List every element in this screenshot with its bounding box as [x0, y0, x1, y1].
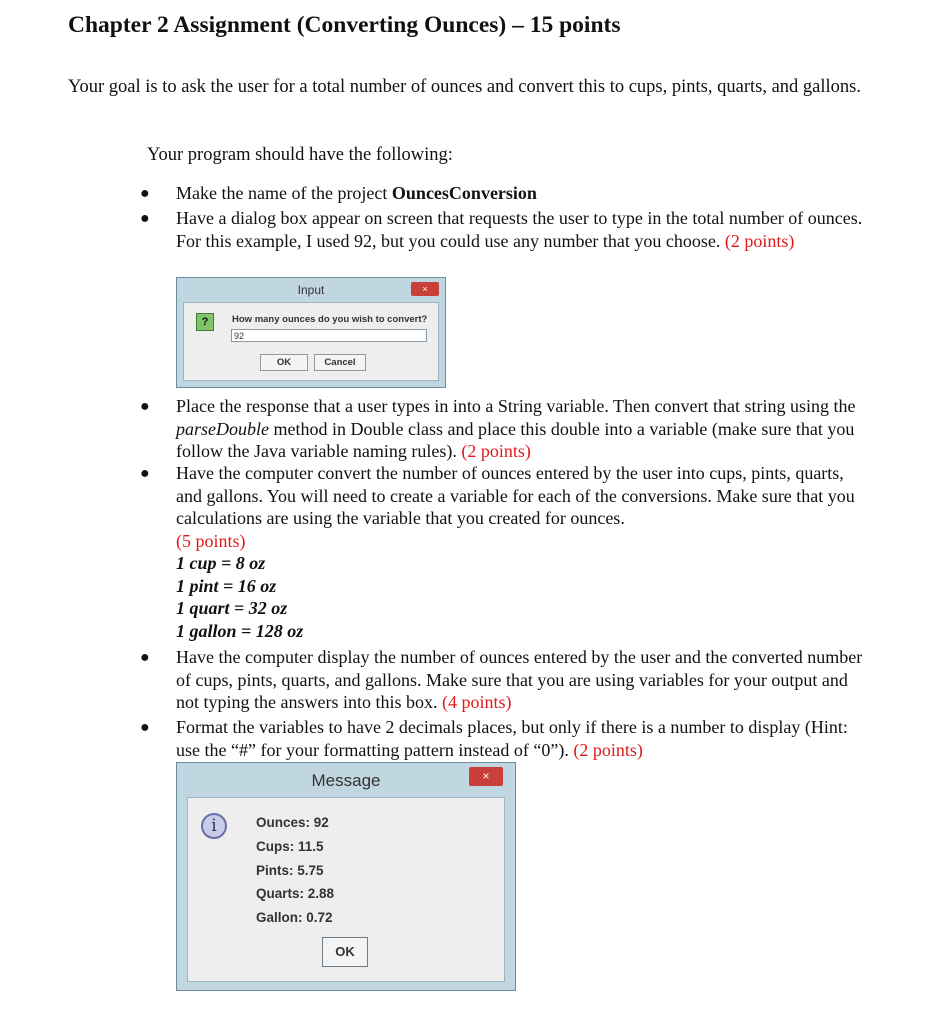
- points-label: (2 points): [461, 441, 531, 461]
- dialog-title: Message: [311, 771, 381, 790]
- dialog-body: [187, 797, 505, 982]
- close-icon[interactable]: ×: [411, 282, 439, 296]
- bullet-dot: ●: [140, 465, 150, 482]
- conversion-gallon: 1 gallon = 128 oz: [176, 620, 304, 641]
- message-dialog: [176, 762, 516, 991]
- conversion-cup: 1 cup = 8 oz: [176, 553, 266, 573]
- dialog-title: Input: [297, 283, 325, 297]
- input-dialog: [176, 277, 446, 388]
- bullet-text: Place the response that a user types in into a String variable. Then convert that string using the: [176, 396, 856, 416]
- points-label: (2 points): [724, 230, 795, 251]
- points-label: (5 points): [176, 530, 246, 551]
- dialog-prompt: How many ounces do you wish to convert?: [232, 314, 428, 325]
- bullet-dot: ●: [140, 719, 150, 736]
- intro-paragraph: Your goal is to ask the user for a total number of ounces and convert this to cups, pints, quarts, and gallons.: [68, 77, 861, 97]
- bullet-dot: ●: [140, 210, 150, 227]
- points-label: (4 points): [441, 692, 512, 712]
- bullet-item: [176, 462, 856, 642]
- dialog-titlebar: [177, 278, 445, 302]
- bullet-item: [176, 207, 866, 252]
- bullet-text: Have the computer display the number of ounces entered by the user and the converted number of cups, pints, quarts, and gallons. Make sure that you are using variables for your output and not typing the answers into this box.: [176, 647, 863, 712]
- bullet-item: [176, 646, 866, 714]
- ok-button[interactable]: OK: [322, 937, 368, 967]
- bullet-dot: ●: [140, 398, 150, 415]
- points-label: (2 points): [573, 739, 643, 760]
- requirements-heading: Your program should have the following:: [147, 145, 453, 165]
- method-name: parseDouble: [176, 418, 269, 439]
- bullet-item: [176, 716, 866, 761]
- bullet-text: Make the name of the project: [176, 183, 392, 203]
- bullet-text: Have a dialog box appear on screen that requests the user to type in the total number of ounces. For this example, I used 92, but you could use any number that you choose.: [176, 208, 863, 251]
- close-icon[interactable]: ×: [469, 767, 503, 786]
- ok-button[interactable]: OK: [260, 354, 308, 371]
- bullet-text: method in Double class and place this double into a variable (make sure that you follow the Java variable naming rules).: [176, 418, 855, 461]
- result-ounces: Ounces: 92: [256, 815, 329, 830]
- dialog-body: [183, 302, 439, 381]
- bullet-dot: ●: [140, 185, 150, 202]
- project-name: OuncesConversion: [391, 183, 537, 203]
- conversion-pint: 1 pint = 16 oz: [176, 575, 277, 596]
- result-cups: Cups: 11.5: [256, 839, 324, 854]
- ounces-input[interactable]: 92: [231, 329, 427, 342]
- result-quarts: Quarts: 2.88: [256, 886, 335, 901]
- result-gallon: Gallon: 0.72: [256, 910, 333, 925]
- result-pints: Pints: 5.75: [256, 863, 324, 878]
- bullet-item: [176, 182, 876, 205]
- page-title: Chapter 2 Assignment (Converting Ounces) – 15 points: [68, 12, 621, 38]
- question-icon: ?: [196, 313, 214, 331]
- bullet-dot: ●: [140, 649, 150, 666]
- bullet-text: Format the variables to have 2 decimals places, but only if there is a number to display (Hint: use the “#” for your formatting pattern instead of “0”).: [176, 717, 848, 760]
- cancel-button[interactable]: Cancel: [314, 354, 366, 371]
- info-icon: i: [201, 813, 227, 839]
- bullet-text: Have the computer convert the number of ounces entered by the user into cups, pints, quarts, and gallons. You will need to create a variable for each of the conversions. Make sure that you calculations are using the variable that you created for ounces.: [176, 463, 855, 528]
- bullet-item: [176, 395, 856, 463]
- conversion-quart: 1 quart = 32 oz: [176, 598, 288, 618]
